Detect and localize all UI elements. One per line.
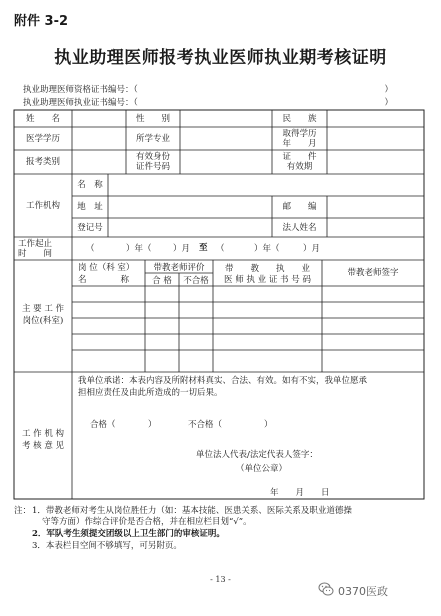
col-teacher-signature: 带教老师签字 xyxy=(347,268,399,278)
col-fail: 不合格 xyxy=(183,276,209,286)
label-registration-number: 登记号 xyxy=(77,223,103,233)
cert-line-close: ） xyxy=(384,98,393,108)
option-pass-close: ） xyxy=(148,420,157,430)
label-gender: 性 别 xyxy=(135,114,170,124)
label-main-posts: 主 要 工 作 xyxy=(21,304,65,314)
page-number: - 13 - xyxy=(210,575,231,584)
col-teacher-cert-2: 医 师 执 业 证 书 号 码 xyxy=(224,275,311,285)
label-year-month: 年 月 xyxy=(282,139,317,149)
label-major: 所学专业 xyxy=(135,134,170,144)
document-title: 执业助理医师报考执业医师执业期考核证明 xyxy=(54,48,387,68)
option-fail-close: ） xyxy=(264,420,273,430)
cert-line-label: 执业助理医师执业证书编号：（ xyxy=(23,98,138,108)
period-open-paren: （ xyxy=(86,244,95,254)
cert-line-close: ） xyxy=(384,85,393,95)
label-postcode: 邮 编 xyxy=(282,202,317,212)
cert-line-label: 执业助理医师资格证书编号：（ xyxy=(23,85,138,95)
period-month-start: ）月 xyxy=(173,244,191,254)
label-work-period: 工作起止 xyxy=(18,239,53,249)
label-review: 工 作 机 构 xyxy=(21,429,65,439)
col-teacher-evaluation: 带教老师评价 xyxy=(153,263,205,273)
legal-rep-signature: 单位法人代表/法定代表人签字： xyxy=(196,450,318,460)
unit-seal: （单位公章） xyxy=(236,464,288,474)
label-id-document: 有效身份 xyxy=(135,152,170,162)
annex-label: 附件 3-2 xyxy=(14,14,69,29)
label-review-opinion: 考 核 意 见 xyxy=(21,441,65,451)
col-pass: 合 格 xyxy=(152,276,172,286)
label-degree-obtained: 取得学历 xyxy=(282,129,317,139)
pledge-line-2: 担相应责任及由此所造成的一切后果。 xyxy=(78,388,223,398)
watermark-text: 0370医政 xyxy=(338,585,388,598)
label-legal-representative: 法人姓名 xyxy=(282,223,317,233)
note-1a: 1．带教老师对考生从岗位胜任力（如：基本技能、医患关系、医际关系及职业道德操 xyxy=(32,506,352,516)
wechat-logo-icon xyxy=(318,581,334,597)
label-certificate: 证 件 xyxy=(282,152,317,162)
label-work-organization: 工作机构 xyxy=(25,201,60,211)
label-ethnic: 民 族 xyxy=(282,114,317,124)
period-open-paren-2: （ xyxy=(216,244,225,254)
note-2: 2．军队考生须提交团级以上卫生部门的审核证明。 xyxy=(32,529,225,539)
period-month-end: ）月 xyxy=(303,244,321,254)
label-education: 医学学历 xyxy=(25,134,60,144)
col-teacher-cert-1: 带 教 执 业 xyxy=(224,264,310,274)
label-exam-category: 报考类别 xyxy=(25,157,60,167)
note-3: 3．本表栏目空间不够填写，可另附页。 xyxy=(32,541,182,551)
label-org-address: 地 址 xyxy=(77,202,103,212)
period-to: 至 xyxy=(199,243,208,253)
label-org-name: 名 称 xyxy=(77,180,103,190)
col-post-name: 名 称 xyxy=(78,275,130,285)
label-main-posts-dept: 岗位(科室) xyxy=(22,316,64,326)
review-date: 年 月 日 xyxy=(270,488,330,498)
option-pass: 合格（ xyxy=(90,420,116,430)
option-fail: 不合格（ xyxy=(188,420,223,430)
notes-lead: 注： xyxy=(14,506,32,516)
pledge-line-1: 我单位承诺：本表内容及所附材料真实、合法、有效。如有不实，我单位愿承 xyxy=(78,376,368,386)
col-post-department: 岗 位（科 室） xyxy=(78,263,135,273)
period-year-end: ）年（ xyxy=(254,244,280,254)
label-id-number: 证件号码 xyxy=(135,162,170,172)
label-name: 姓 名 xyxy=(25,114,60,124)
label-work-period-time: 时 间 xyxy=(18,249,53,259)
label-validity: 有效期 xyxy=(286,162,313,172)
note-1b: 守等方面）作综合评价是否合格，并在相应栏目划“√”。 xyxy=(42,517,252,527)
period-year-start: ）年（ xyxy=(126,244,152,254)
